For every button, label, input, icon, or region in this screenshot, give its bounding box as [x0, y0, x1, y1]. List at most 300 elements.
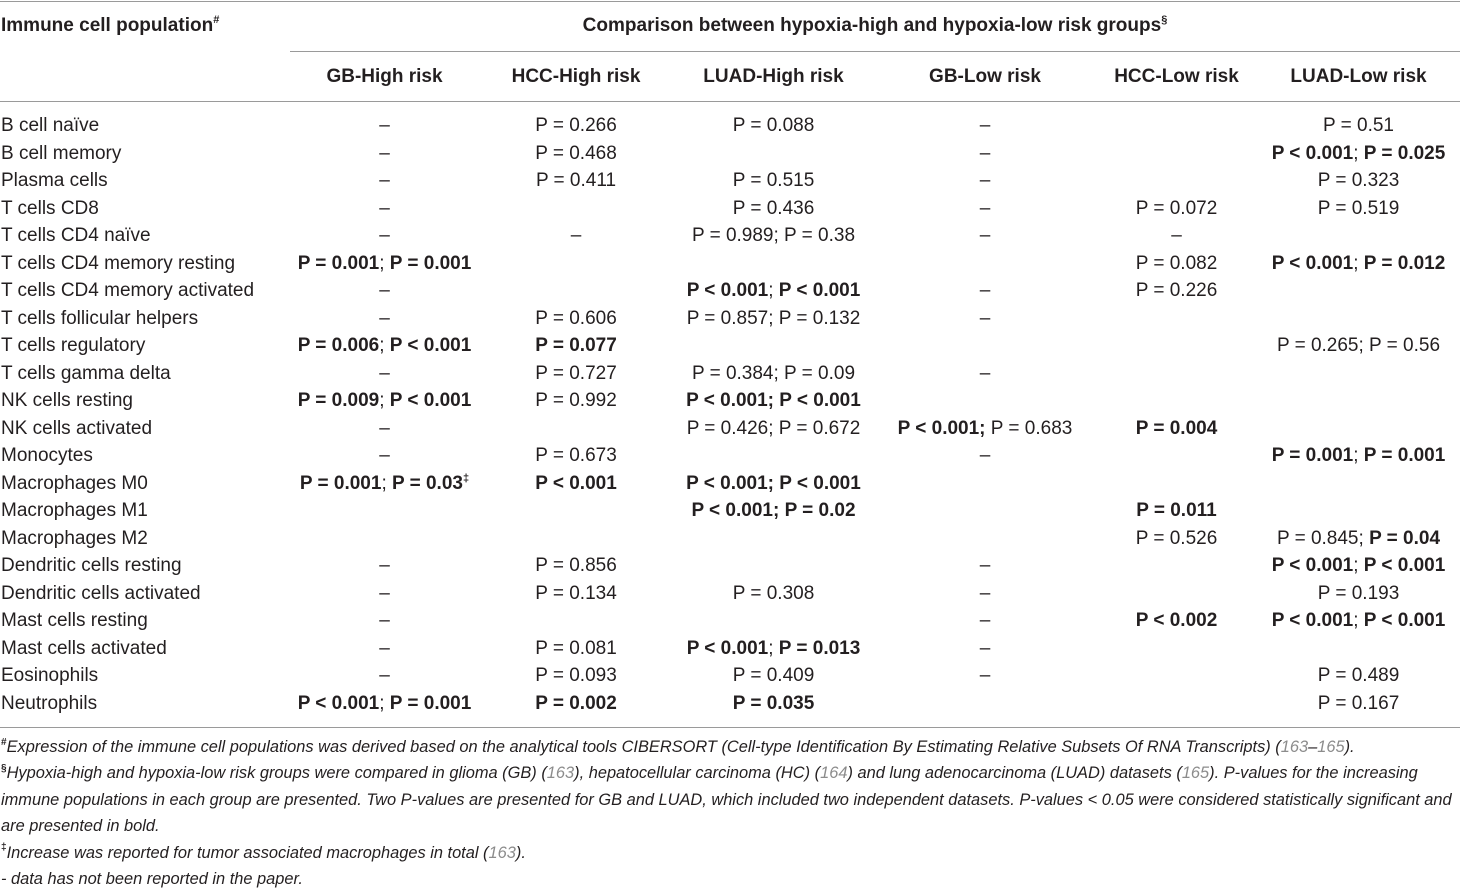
reference-link[interactable]: 163: [1280, 738, 1309, 756]
cell-value: ;: [379, 390, 390, 411]
significant-value: P = 0.025: [1363, 142, 1446, 164]
table-cell: [874, 470, 1096, 498]
table-cell: [1096, 690, 1257, 718]
footnote: [1, 866, 1459, 892]
table-cell: [479, 112, 673, 140]
cell-value: P = 0.673: [535, 445, 617, 466]
table-cell: [673, 167, 874, 195]
significant-value: P < 0.001: [686, 637, 769, 659]
table-cell: [479, 250, 673, 278]
table-cell: [479, 415, 673, 443]
table-cell: [290, 497, 479, 525]
table-row: [0, 277, 1460, 305]
table-cell: [1257, 195, 1460, 223]
cell-value: ;: [768, 637, 779, 659]
cell-value: –: [979, 665, 991, 686]
table-cell: [673, 305, 874, 333]
cell-value: ;: [1353, 142, 1364, 164]
comparison-header-mark: §: [1161, 13, 1168, 26]
footnote-text: ). P-values for the increasing immune populations in each group are presented. Two P-values are presented for GB and LUAD, which included two independent datasets. P-values < 0.05 were considered statistically significant and are presented in bold.: [1, 764, 1452, 836]
significant-value: P < 0.001; P < 0.001: [686, 390, 861, 411]
cell-value: P = 0.468: [535, 142, 617, 164]
cell-value: –: [979, 610, 991, 631]
table-cell: [479, 277, 673, 305]
table-cell: [479, 635, 673, 663]
row-label: T cells CD8: [1, 197, 99, 219]
significant-value: P < 0.001; P = 0.02: [691, 500, 856, 521]
table-cell: [1257, 635, 1460, 663]
table-cell: [673, 690, 874, 718]
column-header-hcc-low: HCC-Low risk: [1114, 66, 1239, 87]
table-cell: [1257, 470, 1460, 498]
cell-value: ;: [1353, 445, 1364, 466]
table-cell: [1257, 167, 1460, 195]
significant-value: P < 0.001: [686, 280, 769, 301]
table-cell: [1257, 442, 1460, 470]
table-row: [0, 167, 1460, 195]
table-cell: [290, 140, 479, 168]
cell-value: P = 0.265; P = 0.56: [1276, 335, 1441, 356]
table-cell: [1257, 332, 1460, 360]
cell-value: –: [379, 197, 390, 219]
significant-value: P < 0.001: [778, 280, 861, 301]
table-cell: [874, 332, 1096, 360]
significant-value: P = 0.001: [389, 692, 472, 714]
cell-value: –: [379, 582, 390, 604]
cell-value: –: [979, 555, 991, 576]
table-cell: [1096, 387, 1257, 415]
footnote-text: –: [1308, 738, 1318, 756]
top-rule: [0, 1, 1460, 2]
footnote-text: ) and lung adenocarcinoma (LUAD) datasets (: [847, 764, 1182, 783]
table-row: [0, 140, 1460, 168]
table-cell: [290, 222, 479, 250]
cell-value: P = 0.088: [732, 115, 815, 136]
significant-value: P = 0.077: [535, 335, 617, 356]
table-row: [0, 497, 1460, 525]
table-cell: [479, 470, 673, 498]
table-cell: [1096, 662, 1257, 690]
table-cell: [290, 635, 479, 663]
table-cell: [479, 580, 673, 608]
table-cell: [1257, 662, 1460, 690]
comparison-header-label: Comparison between hypoxia-high and hypoxia-low risk groups: [582, 15, 1162, 36]
table-row: [0, 387, 1460, 415]
table-row: [0, 305, 1460, 333]
table-cell: [874, 195, 1096, 223]
row-label: T cells follicular helpers: [1, 307, 199, 329]
cell-value: –: [979, 445, 991, 466]
table-cell: [479, 387, 673, 415]
significant-value: P = 0.001: [299, 472, 382, 494]
table-cell: [479, 662, 673, 690]
significant-value: P < 0.001: [1363, 610, 1446, 631]
cell-value: –: [379, 610, 390, 631]
cell-value: –: [379, 555, 390, 576]
cell-value: P = 0.081: [535, 637, 617, 659]
table-cell: [1096, 332, 1257, 360]
table-cell: [290, 580, 479, 608]
table-cell: [1096, 552, 1257, 580]
reference-link[interactable]: 163: [488, 843, 516, 862]
footnote-mark: ‡: [1, 842, 7, 854]
table-cell: [1257, 497, 1460, 525]
table-cell: [673, 442, 874, 470]
cell-value: ;: [379, 335, 390, 356]
table-cell: [673, 250, 874, 278]
cell-value: –: [570, 225, 582, 246]
row-label: Plasma cells: [1, 170, 108, 191]
footnote-text: Hypoxia-high and hypoxia-low risk groups were compared in glioma (GB) (: [6, 764, 547, 783]
column-header-luad-low: LUAD-Low risk: [1290, 66, 1427, 87]
table-cell: [1096, 607, 1257, 635]
table-cell: [673, 607, 874, 635]
table-cell: [290, 525, 479, 553]
table-cell: [479, 167, 673, 195]
column-header-luad-high: LUAD-High risk: [703, 66, 844, 87]
table-cell: [1257, 250, 1460, 278]
table-cell: [1096, 305, 1257, 333]
table-cell: [1096, 415, 1257, 443]
cell-value: –: [379, 280, 390, 301]
table-cell: [479, 305, 673, 333]
cell-value: P = 0.411: [535, 170, 617, 191]
cell-value: P = 0.727: [535, 362, 617, 384]
footnote-text: ).: [1344, 738, 1355, 756]
table-cell: [1257, 277, 1460, 305]
table-cell: [1257, 387, 1460, 415]
table-row: [0, 525, 1460, 553]
table-cell: [673, 360, 874, 388]
table-cell: [673, 525, 874, 553]
table-cell: [673, 332, 874, 360]
table-cell: [673, 662, 874, 690]
table-cell: [479, 222, 673, 250]
footnote-text: Increase was reported for tumor associated macrophages in total (: [6, 843, 489, 862]
table-cell: [874, 690, 1096, 718]
cell-value: P = 0.323: [1317, 170, 1400, 191]
table-cell: [1257, 360, 1460, 388]
significant-value: P < 0.001: [1271, 252, 1354, 274]
table-row: [0, 415, 1460, 443]
table-cell: [1257, 140, 1460, 168]
significant-value: P < 0.002: [1135, 610, 1218, 631]
header-bottom-rule: [0, 101, 1460, 102]
table-cell: [874, 552, 1096, 580]
table-cell: [290, 277, 479, 305]
row-label: T cells CD4 memory activated: [1, 280, 255, 301]
cell-value: –: [979, 307, 991, 329]
cell-value: ;: [768, 280, 779, 301]
table-cell: [479, 552, 673, 580]
table-cell: [290, 332, 479, 360]
table-cell: [290, 305, 479, 333]
table-cell: [1257, 222, 1460, 250]
row-label: NK cells activated: [1, 417, 153, 439]
significant-value: P = 0.012: [1363, 252, 1446, 274]
footnote-text: ).: [515, 843, 526, 862]
column-header-gb-low: GB-Low risk: [929, 66, 1041, 87]
cell-value: ;: [1353, 555, 1364, 576]
table-cell: [1096, 112, 1257, 140]
row-label: Macrophages M0: [1, 472, 148, 494]
table-cell: [479, 442, 673, 470]
significant-value: P < 0.001: [1271, 142, 1354, 164]
table-cell: [874, 607, 1096, 635]
table-row: [0, 442, 1460, 470]
cell-value: –: [979, 362, 991, 384]
table-cell: [874, 525, 1096, 553]
column-header-gb-high: GB-High risk: [326, 66, 443, 87]
table-row: [0, 332, 1460, 360]
table-row: [0, 580, 1460, 608]
cell-value: P = 0.384; P = 0.09: [691, 362, 856, 384]
significant-value: P = 0.001: [1363, 445, 1446, 466]
reference-link[interactable]: 165: [1317, 738, 1345, 756]
cell-value: –: [1171, 225, 1182, 246]
significant-value: P < 0.001;: [897, 417, 986, 439]
table-cell: [874, 167, 1096, 195]
table-cell: [673, 387, 874, 415]
table-bottom-rule: [0, 727, 1460, 728]
cell-value: –: [979, 637, 991, 659]
cell-value: –: [979, 170, 991, 191]
cell-value: P = 0.515: [732, 170, 815, 191]
table-cell: [1096, 250, 1257, 278]
footnote-text: Expression of the immune cell populations was derived based on the analytical tools CIBERSORT (Cell-type Identification By Estimating Relative Subsets Of RNA Transcripts) (: [6, 738, 1281, 756]
footnote-mark: ‡: [462, 472, 470, 485]
cell-value: –: [979, 280, 991, 301]
significant-value: P < 0.001: [1271, 610, 1354, 631]
table-cell: [479, 497, 673, 525]
cell-value: P = 0.426; P = 0.672: [686, 417, 861, 439]
significant-value: P = 0.001: [1271, 445, 1354, 466]
table-cell: [1096, 525, 1257, 553]
table-row: [0, 635, 1460, 663]
row-label: T cells CD4 memory resting: [1, 252, 236, 274]
cell-value: P = 0.082: [1135, 252, 1218, 274]
table-cell: [1096, 360, 1257, 388]
footnote-text: ), hepatocellular carcinoma (HC) (: [574, 764, 821, 783]
table-cell: [874, 222, 1096, 250]
population-header: [1, 15, 219, 37]
table-cell: [479, 195, 673, 223]
significant-value: P < 0.001: [389, 390, 472, 411]
table-cell: [1096, 580, 1257, 608]
table-row: [0, 552, 1460, 580]
table-row: [0, 470, 1460, 498]
table-cell: [1257, 525, 1460, 553]
table-cell: [874, 635, 1096, 663]
table-cell: [1096, 635, 1257, 663]
table-cell: [874, 387, 1096, 415]
table-cell: [673, 580, 874, 608]
significant-value: P = 0.03: [392, 472, 463, 494]
table-cell: [290, 250, 479, 278]
cell-value: –: [379, 142, 390, 164]
table-cell: [874, 442, 1096, 470]
table-cell: [874, 580, 1096, 608]
cell-value: –: [379, 307, 390, 329]
group-header-rule: [290, 51, 1460, 52]
table-cell: [673, 635, 874, 663]
significant-value: P = 0.009: [297, 390, 380, 411]
table-cell: [1257, 607, 1460, 635]
footnote-mark: #: [1, 736, 7, 748]
column-header-hcc-high: HCC-High risk: [511, 66, 641, 87]
table-row: [0, 360, 1460, 388]
table-cell: [1096, 167, 1257, 195]
table-cell: [290, 442, 479, 470]
table-cell: [874, 277, 1096, 305]
row-label: Mast cells resting: [1, 610, 148, 631]
significant-value: P < 0.001: [1271, 555, 1354, 576]
cell-value: P = 0.409: [732, 665, 815, 686]
table-cell: [290, 360, 479, 388]
cell-value: –: [979, 142, 991, 164]
cell-value: P = 0.526: [1135, 527, 1218, 549]
table-row: [0, 607, 1460, 635]
table-cell: [479, 140, 673, 168]
cell-value: ;: [1353, 252, 1364, 274]
table-cell: [673, 112, 874, 140]
row-label: Monocytes: [1, 445, 93, 466]
table-cell: [290, 690, 479, 718]
table-cell: [874, 305, 1096, 333]
cell-value: –: [379, 637, 390, 659]
row-label: Neutrophils: [1, 692, 98, 714]
significant-value: P < 0.001: [1363, 555, 1446, 576]
footnote-text: - data has not been reported in the paper.: [1, 870, 303, 889]
table-row: [0, 222, 1460, 250]
row-label: Dendritic cells resting: [1, 555, 182, 576]
table-row: [0, 195, 1460, 223]
table-cell: [1096, 140, 1257, 168]
table-row: [0, 112, 1460, 140]
cell-value: P = 0.308: [732, 582, 815, 604]
cell-value: P = 0.193: [1317, 582, 1400, 604]
table-cell: [290, 552, 479, 580]
table-cell: [1096, 222, 1257, 250]
row-label: Mast cells activated: [1, 637, 167, 659]
table-cell: [479, 332, 673, 360]
table-cell: [1096, 195, 1257, 223]
cell-value: P = 0.989; P = 0.38: [691, 225, 856, 246]
table-cell: [290, 112, 479, 140]
row-label: Dendritic cells activated: [1, 582, 201, 604]
row-label: B cell memory: [1, 142, 122, 164]
table-cell: [1096, 442, 1257, 470]
table-cell: [1257, 415, 1460, 443]
table-cell: [290, 662, 479, 690]
table-cell: [290, 415, 479, 443]
cell-value: P = 0.683: [985, 417, 1073, 439]
table-cell: [290, 607, 479, 635]
cell-value: P = 0.606: [535, 307, 617, 329]
cell-value: –: [379, 362, 390, 384]
table-cell: [290, 387, 479, 415]
table-cell: [673, 497, 874, 525]
cell-value: ;: [379, 692, 390, 714]
cell-value: P = 0.072: [1135, 197, 1218, 219]
significant-value: P = 0.004: [1135, 417, 1218, 439]
reference-link[interactable]: 164: [820, 764, 848, 783]
table-cell: [673, 415, 874, 443]
table-cell: [874, 497, 1096, 525]
row-label: Eosinophils: [1, 665, 99, 686]
table-cell: [479, 525, 673, 553]
significant-value: P < 0.001; P < 0.001: [686, 472, 861, 494]
cell-value: –: [379, 445, 390, 466]
comparison-header: [290, 15, 1460, 37]
table-cell: [290, 167, 479, 195]
significant-value: P = 0.013: [778, 637, 861, 659]
table-row: [0, 250, 1460, 278]
significant-value: P = 0.035: [732, 692, 815, 714]
cell-value: –: [979, 115, 991, 136]
table-cell: [1257, 112, 1460, 140]
table-cell: [1257, 305, 1460, 333]
reference-link[interactable]: 163: [546, 764, 575, 783]
cell-value: P = 0.519: [1317, 197, 1400, 219]
row-label: Macrophages M2: [1, 527, 148, 549]
cell-value: P = 0.845;: [1276, 527, 1370, 549]
table-cell: [1257, 580, 1460, 608]
footnote: [1, 840, 1459, 866]
row-label: T cells regulatory: [1, 335, 146, 356]
cell-value: P = 0.857; P = 0.132: [686, 307, 861, 329]
cell-value: P = 0.992: [535, 390, 617, 411]
table-cell: [479, 360, 673, 388]
row-label: NK cells resting: [1, 390, 133, 411]
cell-value: ;: [1353, 610, 1364, 631]
table-cell: [1257, 690, 1460, 718]
table-row: [0, 690, 1460, 718]
table-cell: [673, 140, 874, 168]
significant-value: P < 0.001: [297, 692, 380, 714]
table-cell: [874, 662, 1096, 690]
footnotes: [1, 734, 1459, 892]
cell-value: –: [979, 582, 991, 604]
table-cell: [874, 140, 1096, 168]
footnote: [1, 734, 1459, 760]
table-cell: [874, 112, 1096, 140]
significant-value: P < 0.001: [535, 472, 617, 494]
table-cell: [290, 470, 479, 498]
row-label: T cells gamma delta: [1, 362, 171, 384]
cell-value: –: [379, 417, 390, 439]
footnote: [1, 760, 1459, 839]
table-cell: [290, 195, 479, 223]
significant-value: P = 0.011: [1136, 500, 1217, 521]
row-label: T cells CD4 naïve: [1, 225, 151, 246]
significant-value: P = 0.006: [297, 335, 380, 356]
cell-value: P = 0.093: [535, 665, 617, 686]
table-cell: [1257, 552, 1460, 580]
cell-value: P = 0.167: [1317, 692, 1400, 714]
row-label: B cell naïve: [1, 115, 100, 136]
table-cell: [874, 250, 1096, 278]
cell-value: –: [379, 115, 390, 136]
significant-value: P = 0.002: [535, 692, 617, 714]
table-cell: [673, 195, 874, 223]
table-cell: [673, 222, 874, 250]
cell-value: P = 0.856: [535, 555, 617, 576]
table-cell: [1096, 277, 1257, 305]
table-cell: [673, 470, 874, 498]
cell-value: P = 0.266: [535, 115, 617, 136]
reference-link[interactable]: 165: [1181, 764, 1210, 783]
